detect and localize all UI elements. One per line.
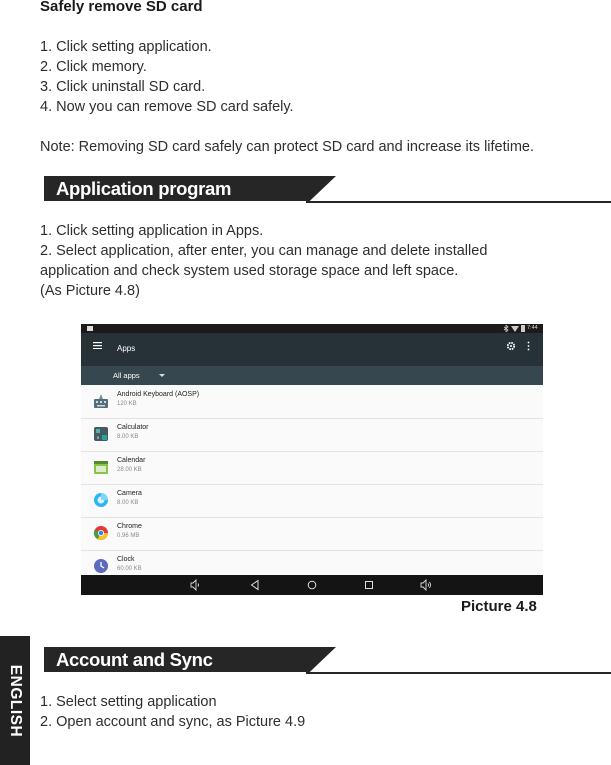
- app-size: 8.00 KB: [117, 500, 139, 506]
- app-name: Calculator: [117, 424, 149, 431]
- back-icon[interactable]: [249, 579, 261, 591]
- status-bar: [81, 324, 543, 333]
- app-name: Android Keyboard (AOSP): [117, 391, 200, 398]
- camera-icon: [93, 492, 109, 508]
- status-time: 7:44: [527, 325, 538, 331]
- list-item[interactable]: [81, 385, 543, 419]
- note-text: Note: Removing SD card safely can protect SD card and increase its lifetime.: [40, 139, 535, 155]
- paragraph-line: 1. Select setting application: [40, 694, 217, 710]
- more-options-icon[interactable]: [527, 341, 530, 351]
- language-side-tab: [0, 636, 30, 765]
- apps-screenshot: [81, 324, 543, 595]
- app-size: 28.00 KB: [117, 467, 142, 473]
- app-name: Camera: [117, 490, 142, 497]
- section-banner-application-program: [44, 176, 611, 203]
- section-banner-account-sync: [44, 647, 611, 674]
- list-item[interactable]: [81, 517, 543, 551]
- app-list: [81, 385, 543, 575]
- svg-text:×: ×: [96, 435, 100, 442]
- calendar-icon: [93, 459, 109, 475]
- section-heading-safe-remove: Safely remove SD card: [40, 0, 203, 15]
- list-item[interactable]: [81, 484, 543, 518]
- figure-caption: Picture 4.8: [461, 598, 537, 615]
- list-item[interactable]: [81, 451, 543, 485]
- app-name: Clock: [117, 556, 135, 563]
- list-item: 4. Now you can remove SD card safely.: [40, 99, 294, 115]
- app-name: Chrome: [117, 523, 142, 530]
- app-name: Calendar: [117, 457, 146, 464]
- clock-icon: [93, 558, 109, 574]
- list-item: 1. Click setting application.: [40, 39, 212, 55]
- volume-up-icon[interactable]: [420, 579, 432, 591]
- app-size: 8.00 KB: [117, 434, 139, 440]
- list-item: 2. Click memory.: [40, 59, 147, 75]
- paragraph-line: 2. Select application, after enter, you can manage and delete installed: [40, 243, 488, 259]
- app-size: 120 KB: [117, 401, 137, 407]
- banner-title: Account and Sync: [56, 649, 213, 670]
- banner-title: Application program: [56, 178, 232, 199]
- filter-bar: [81, 366, 543, 385]
- gear-icon[interactable]: [506, 341, 516, 351]
- dropdown-arrow-icon[interactable]: [159, 374, 165, 378]
- menu-icon[interactable]: [93, 342, 102, 349]
- app-bar: [81, 333, 543, 366]
- navigation-bar: [81, 575, 543, 595]
- calculator-icon: [93, 426, 109, 442]
- app-filter-dropdown[interactable]: All apps: [113, 371, 140, 380]
- page-title: Apps: [117, 344, 136, 353]
- list-item: 3. Click uninstall SD card.: [40, 79, 206, 95]
- home-icon[interactable]: [306, 579, 318, 591]
- paragraph-line: 1. Click setting application in Apps.: [40, 223, 264, 239]
- wifi-icon: [511, 325, 519, 332]
- notification-icon: [87, 326, 93, 331]
- paragraph-line: application and check system used storage space and left space.: [40, 263, 459, 279]
- language-label: ENGLISH: [7, 664, 24, 737]
- paragraph-line: (As Picture 4.8): [40, 283, 140, 299]
- volume-down-icon[interactable]: [189, 579, 201, 591]
- recent-apps-icon[interactable]: [363, 579, 375, 591]
- battery-icon: [521, 325, 525, 332]
- app-size: 60.00 KB: [117, 566, 142, 572]
- chrome-icon: [93, 525, 109, 541]
- keyboard-icon: [93, 393, 109, 409]
- paragraph-line: 2. Open account and sync, as Picture 4.9: [40, 714, 306, 730]
- app-size: 0.96 MB: [117, 533, 140, 539]
- list-item[interactable]: [81, 418, 543, 452]
- bluetooth-icon: [503, 325, 509, 332]
